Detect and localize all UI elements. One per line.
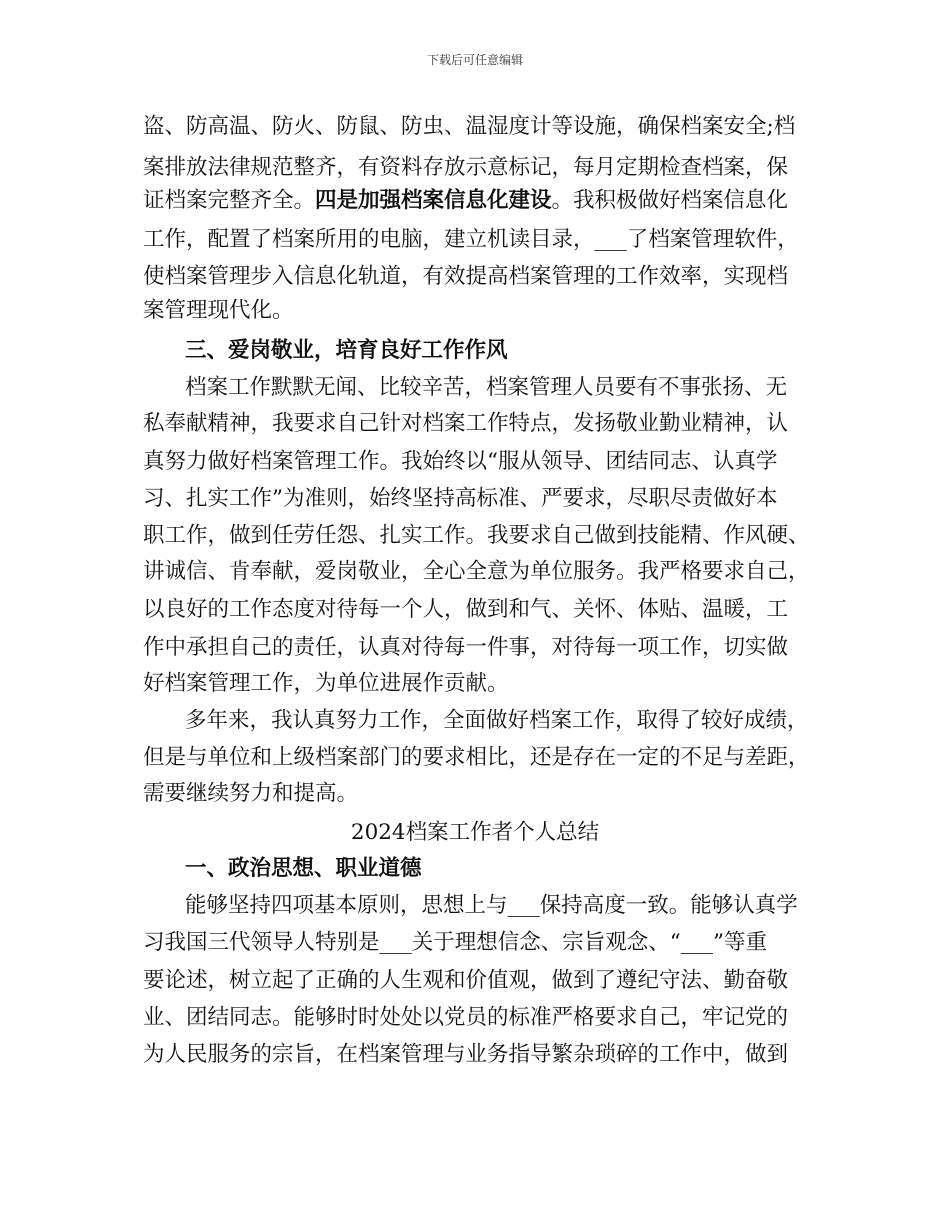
text-line: 业、团结同志。能够时时处处以党员的标准严格要求自己，牢记党的	[143, 1005, 789, 1030]
text-line: 职工作，做到任劳任怨、扎实工作。我要求自己做到技能精、作风硬、	[143, 523, 810, 548]
section-heading-3: 三、爱岗敬业，培育良好工作作风	[185, 338, 508, 363]
text-line: 盗、防高温、防火、防鼠、防虫、温湿度计等设施，确保档案安全;档	[143, 114, 796, 139]
document-title: 2024档案工作者个人总结	[350, 820, 600, 845]
page-header: 下载后可任意编辑	[426, 53, 523, 67]
text-line: 习、扎实工作”为准则，始终坚持高标准、严要求，尽职尽责做好本	[143, 486, 778, 511]
text-line: 案排放法律规范整齐，有资料存放示意标记，每月定期检查档案，保	[143, 155, 789, 180]
text-line: 为人民服务的宗旨，在档案管理与业务指导繁杂琐碎的工作中，做到	[143, 1042, 789, 1067]
text-line: 档案工作默默无闻、比较辛苦，档案管理人员要有不事张扬、无	[185, 375, 788, 400]
text-line: 需要继续努力和提高。	[143, 781, 359, 806]
text-line: 好档案管理工作，为单位进展作贡献。	[143, 671, 509, 696]
section-heading-1: 一、政治思想、职业道德	[185, 856, 422, 881]
text-line: 真努力做好档案管理工作。我始终以“服从领导、团结同志、认真学	[143, 449, 778, 474]
text-line: 多年来，我认真努力工作，全面做好档案工作，取得了较好成绩，	[185, 708, 809, 733]
text-line: 案管理现代化。	[143, 298, 294, 323]
text-line: 私奉献精神，我要求自己针对档案工作特点，发扬敬业勤业精神，认	[143, 411, 789, 436]
text-line: 工作，配置了档案所用的电脑，建立机读目录，___了档案管理软件，	[143, 227, 799, 252]
text-line: 要论述，树立起了正确的人生观和价值观，做到了遵纪守法、勤奋敬	[143, 968, 789, 993]
text-run: 。我积极做好档案信息化	[551, 188, 789, 213]
text-line: 使档案管理步入信息化轨道，有效提高档案管理的工作效率，实现档	[143, 264, 789, 289]
text-line: 作中承担自己的责任，认真对待每一件事，对待每一项工作，切实做	[143, 635, 789, 660]
text-line: 讲诚信、肯奉献，爱岗敬业，全心全意为单位服务。我严格要求自己，	[143, 559, 810, 584]
text-line: 习我国三代领导人特别是___关于理想信念、宗旨观念、“___”等重	[143, 930, 767, 955]
bold-point-four: 四是加强档案信息化建设	[315, 188, 552, 213]
text-line: 能够坚持四项基本原则，思想上与___保持高度一致。能够认真学	[185, 893, 798, 918]
text-run: 证档案完整齐全。	[143, 188, 316, 213]
text-line: 但是与单位和上级档案部门的要求相比，还是存在一定的不足与差距，	[143, 745, 810, 770]
text-line: 以良好的工作态度对待每一个人，做到和气、关怀、体贴、温暖，工	[143, 597, 789, 622]
text-line	[143, 186, 788, 216]
